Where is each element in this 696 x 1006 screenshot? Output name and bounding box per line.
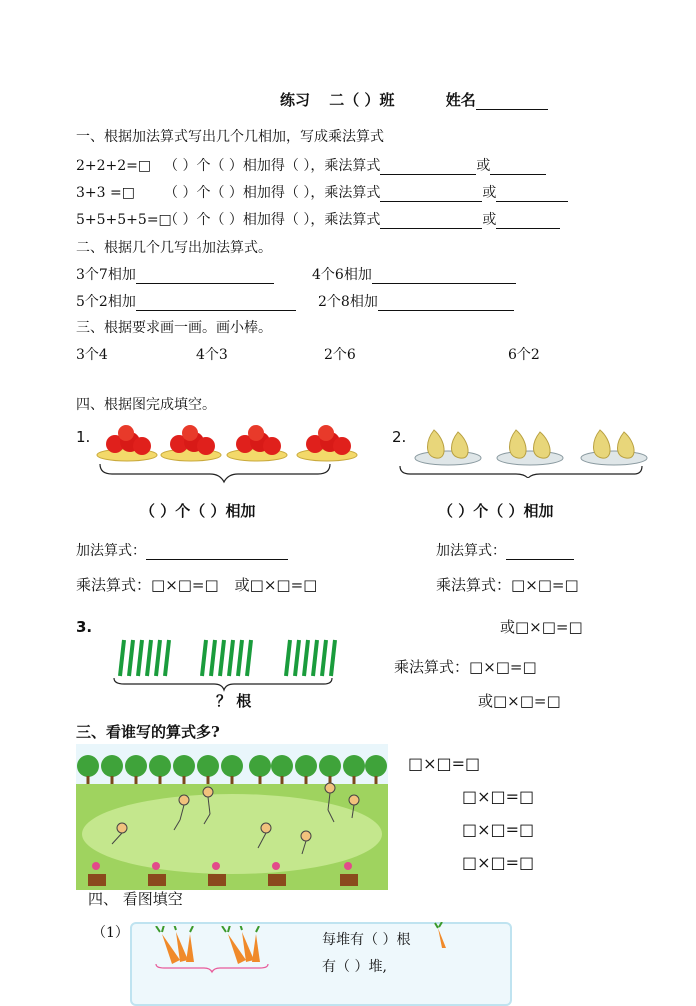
- sticks-illustration: [110, 636, 346, 692]
- section2-item-1: 3个7相加: [76, 264, 274, 284]
- expression-blank-3[interactable]: □×□=□: [462, 820, 535, 839]
- stick-bundle: [202, 640, 251, 676]
- section2-item-3: 5个2相加: [76, 291, 296, 311]
- multiplication-line-3: 乘法算式：□×□=□: [394, 658, 537, 676]
- multiplication-line-2: 乘法算式：□×□=□: [436, 576, 579, 594]
- addition-blank[interactable]: [146, 545, 288, 560]
- expression-blank-2[interactable]: □×□=□: [462, 787, 535, 806]
- addition-blank[interactable]: [506, 545, 574, 560]
- name-blank[interactable]: [476, 95, 548, 110]
- multiplication-line-1: 乘法算式：□×□=□ 或□×□=□: [76, 576, 318, 594]
- item-number-3: 3.: [76, 618, 93, 636]
- or-blank[interactable]: [496, 187, 568, 202]
- apple-plate: [161, 425, 221, 461]
- playground-illustration: [76, 744, 388, 890]
- fill-groups-2: （ ）个（ ）相加: [438, 502, 554, 520]
- apple-plate: [297, 425, 357, 461]
- section2-item-2: 4个6相加: [312, 264, 516, 284]
- or-expression-bottom: 或□×□=□: [478, 692, 561, 710]
- draw-item-4: 6个2: [508, 347, 540, 363]
- apple-plate: [227, 425, 287, 461]
- expression-blank-4[interactable]: □×□=□: [462, 853, 535, 872]
- draw-item-3: 2个6: [324, 347, 356, 363]
- addition-line-2: 加法算式：: [436, 540, 574, 560]
- section5-heading: 三、看谁写的算式多?: [76, 723, 220, 741]
- apple-plates-illustration: [92, 418, 362, 484]
- section2-item-4: 2个8相加: [318, 291, 514, 311]
- expression-blank-1[interactable]: □×□=□: [408, 754, 481, 773]
- section1-row-1: 2+2+2=□ （ ）个（ ）相加得（ ），乘法算式 或: [76, 155, 546, 175]
- pear-plates-illustration: [398, 418, 658, 478]
- carrot-fill-1: 每堆有（ ）根: [322, 932, 411, 948]
- section2-heading: 二、根据几个几写出加法算式。: [76, 240, 272, 256]
- section1-heading: 一、根据加法算式写出几个几相加，写成乘法算式: [76, 129, 384, 145]
- worksheet-title: 练习: [280, 91, 311, 109]
- or-blank[interactable]: [496, 214, 560, 229]
- section1-row-3: 5+5+5+5=□（ ）个（ ）相加得（ ），乘法算式 或: [76, 209, 560, 229]
- or-blank[interactable]: [490, 160, 546, 175]
- pear-plate: [497, 430, 563, 465]
- class-label: 二（ ）班: [329, 91, 395, 109]
- item-number-4: （1）: [92, 925, 129, 941]
- pear-plate: [415, 430, 481, 465]
- pear-plate: [581, 430, 647, 465]
- item-number-1: 1.: [76, 428, 91, 446]
- mul-blank[interactable]: [380, 187, 482, 202]
- name-label: 姓名: [445, 91, 476, 109]
- mul-blank[interactable]: [380, 160, 476, 175]
- stick-bundle: [120, 640, 169, 676]
- section4-heading: 四、根据图完成填空。: [76, 397, 216, 413]
- answer-blank[interactable]: [136, 296, 296, 311]
- section1-row-2: 3+3 =□ （ ）个（ ）相加得（ ），乘法算式 或: [76, 182, 568, 202]
- carrot-bundle: [222, 926, 260, 964]
- stick-bundle: [286, 640, 335, 676]
- apple-plate: [97, 425, 157, 461]
- draw-item-1: 3个4: [76, 347, 108, 363]
- answer-blank[interactable]: [372, 269, 516, 284]
- item-number-2: 2.: [392, 428, 407, 446]
- carrot-icon: [432, 922, 452, 950]
- draw-item-2: 4个3: [196, 347, 228, 363]
- carrot-bundles: [150, 926, 280, 976]
- section3-heading: 三、根据要求画一画。画小棒。: [76, 320, 272, 336]
- fill-groups-1: （ ）个（ ）相加: [140, 502, 256, 520]
- mul-blank[interactable]: [380, 214, 482, 229]
- section6-heading: 四、 看图填空: [88, 890, 183, 908]
- answer-blank[interactable]: [136, 269, 274, 284]
- or-expression-top: 或□×□=□: [500, 618, 583, 636]
- carrot-bundle: [156, 926, 194, 964]
- sticks-question: ？ 根: [216, 692, 252, 710]
- answer-blank[interactable]: [378, 296, 514, 311]
- carrot-fill-2: 有（ ）堆,: [322, 959, 387, 975]
- addition-line-1: 加法算式：: [76, 540, 288, 560]
